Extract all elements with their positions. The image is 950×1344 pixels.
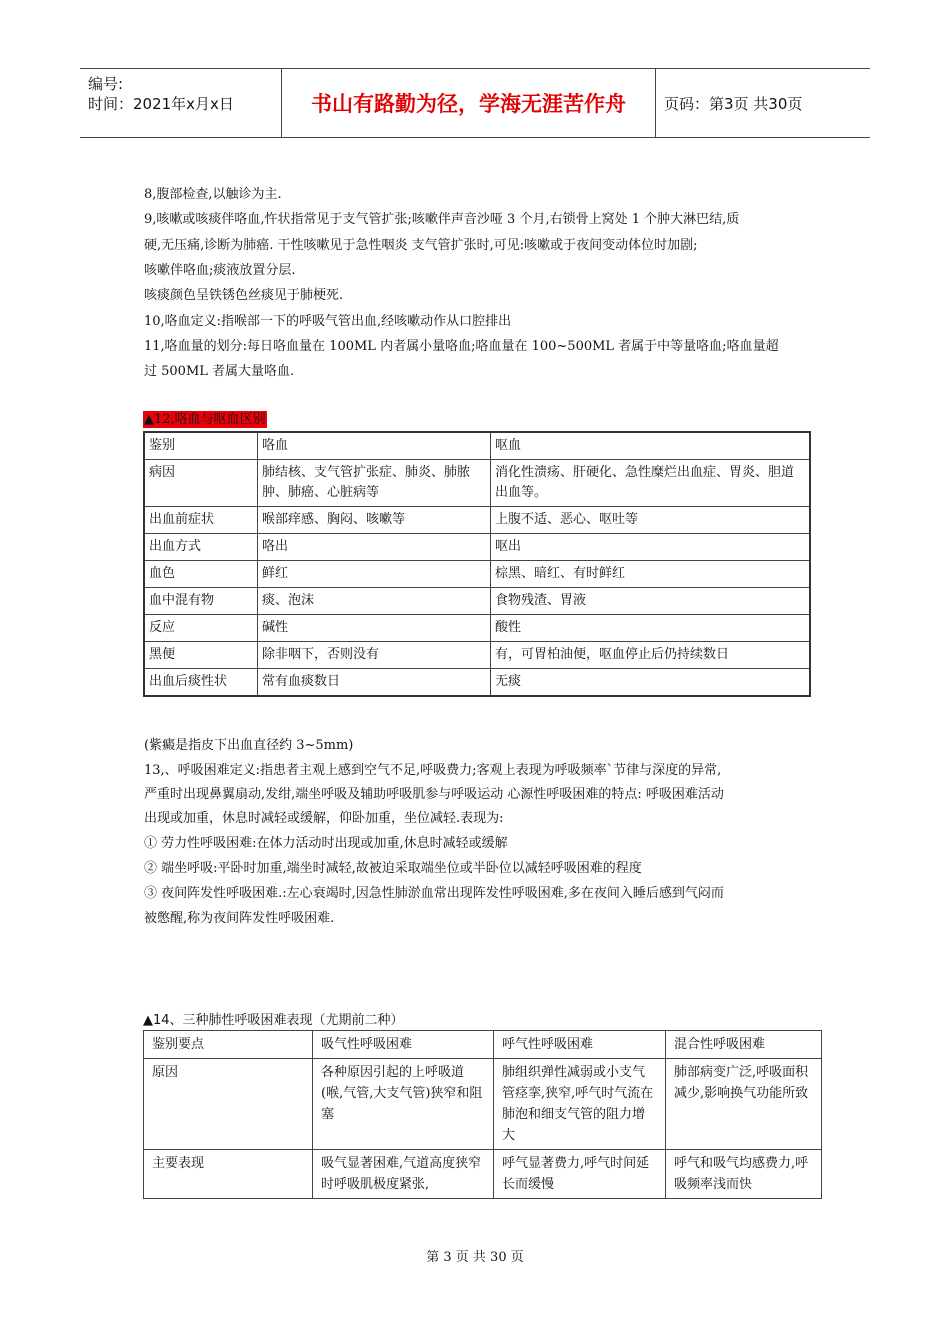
table-cell: 原因 [144,1059,313,1150]
table-row [144,460,810,507]
table-row [144,1150,822,1199]
table-row [144,1059,822,1150]
page-header [80,68,870,138]
text-line: 9,咳嗽或咳痰伴咯血,忤状指常见于支气管扩张;咳嗽伴声音沙哑 3 个月,右锁骨上窝处 1 个肿大淋巴结,质 [144,212,740,227]
table-cell: 咯出 [258,534,491,561]
table-cell: 出血前症状 [144,507,258,534]
text-line: 咳痰颜色呈铁锈色丝痰见于肺梗死. [144,288,344,303]
text-line: 13,、呼吸困难定义:指患者主观上感到空气不足,呼吸费力;客观上表现为呼吸频率`节律与深度的异常, [144,763,722,778]
table-cell: 肺结核、支气管扩张症、肺炎、肺脓肿、肺癌、心脏病等 [258,460,491,507]
table-cell: 吸气性呼吸困难 [313,1031,494,1059]
table-cell: 消化性溃疡、肝硬化、急性糜烂出血症、胃炎、胆道出血等。 [491,460,811,507]
table-cell: 碱性 [258,615,491,642]
time-label: 时间：2021年x月x日 [88,95,234,113]
table-row [144,561,810,588]
table-row [144,642,810,669]
table2-title: ▲14、三种肺性呼吸困难表现（尤期前二种） [143,1013,404,1028]
text-line: 咳嗽伴咯血;痰液放置分层. [144,263,296,278]
table-cell: 上腹不适、恶心、呕吐等 [491,507,811,534]
text-line: 出现或加重，休息时减轻或缓解，仰卧加重，坐位减轻.表现为: [144,811,504,826]
table-cell: 出血方式 [144,534,258,561]
text-line: 8,腹部检查,以触诊为主. [144,187,282,202]
table-cell: 肺部病变广泛,呼吸面积减少,影响换气功能所致 [666,1059,822,1150]
header-motto: 书山有路勤为径，学海无涯苦作舟 [282,69,656,137]
table-cell: 血中混有物 [144,588,258,615]
table-cell: 主要表现 [144,1150,313,1199]
table-row [144,1031,822,1059]
table-cell: 鉴别 [144,432,258,460]
table-cell: 除非咽下，否则没有 [258,642,491,669]
table-cell: 咯血 [258,432,491,460]
text-line: ③ 夜间阵发性呼吸困难.:左心衰竭时,因急性肺淤血常出现阵发性呼吸困难,多在夜间入睡后感到气闷而 [144,886,724,901]
table-cell: 呼气和吸气均感费力,呼吸频率浅而快 [666,1150,822,1199]
text-line: ① 劳力性呼吸困难:在体力活动时出现或加重,休息时减轻或缓解 [144,836,508,851]
table-cell: 无痰 [491,669,811,697]
text-line: 10,咯血定义:指喉部一下的呼吸气管出血,经咳嗽动作从口腔排出 [144,314,512,329]
table-cell: 呕出 [491,534,811,561]
text-line: 严重时出现鼻翼扇动,发绀,端坐呼吸及辅助呼吸肌参与呼吸运动 心源性呼吸困难的特点: 呼吸困难活动 [144,787,724,802]
table-cell: 反应 [144,615,258,642]
table-cell: 出血后痰性状 [144,669,258,697]
table-row [144,507,810,534]
table-cell: 酸性 [491,615,811,642]
table-cell: 黑便 [144,642,258,669]
table-cell: 有，可胃柏油便，呕血停止后仍持续数日 [491,642,811,669]
header-page-label: 页码：第3页 共30页 [664,94,803,113]
text-line: 被憋醒,称为夜间阵发性呼吸困难. [144,911,335,926]
table-cell: 痰、泡沫 [258,588,491,615]
table-cell: 血色 [144,561,258,588]
table-cell: 食物残渣、胃液 [491,588,811,615]
table-cell: 鲜红 [258,561,491,588]
table-row [144,534,810,561]
table-cell: 鉴别要点 [144,1031,313,1059]
table-cell: 呼气性呼吸困难 [494,1031,666,1059]
header-meta [80,69,282,137]
table-cell: 常有血痰数日 [258,669,491,697]
table-row [144,615,810,642]
hemoptysis-vs-hematemesis-table [143,431,811,697]
table-row [144,669,810,697]
table-cell: 混合性呼吸困难 [666,1031,822,1059]
table-row [144,432,810,460]
table-cell: 呼气显著费力,呼气时间延长而缓慢 [494,1150,666,1199]
number-label: 编号: [88,75,124,93]
text-line: 过 500ML 者属大量咯血. [144,364,295,379]
table-cell: 肺组织弹性减弱或小支气管痉挛,狭窄,呼气时气流在肺泡和细支气管的阻力增大 [494,1059,666,1150]
text-line: ② 端坐呼吸:平卧时加重,端坐时减轻,故被迫采取端坐位或半卧位以减轻呼吸困难的程度 [144,861,642,876]
text-line: 硬,无压痛,诊断为肺癌. 干性咳嗽见于急性咽炎 支气管扩张时,可见:咳嗽或于夜间变动体位时加剧; [144,238,698,253]
table-cell: 吸气显著困难,气道高度狭窄时呼吸肌极度紧张, [313,1150,494,1199]
table-cell: 棕黑、暗红、有时鲜红 [491,561,811,588]
table-cell: 喉部痒感、胸闷、咳嗽等 [258,507,491,534]
table-cell: 病因 [144,460,258,507]
table-cell: 各种原因引起的上呼吸道(喉,气管,大支气管)狭窄和阻塞 [313,1059,494,1150]
text-line: 11,咯血量的划分:每日咯血量在 100ML 内者属小量咯血;咯血量在 100~500ML 者属于中等量咯血;咯血量超 [144,339,779,354]
table-row [144,588,810,615]
table-cell: 呕血 [491,432,811,460]
page-footer: 第 3 页 共 30 页 [426,1250,524,1265]
text-line: (紫癜是指皮下出血直径约 3~5mm) [144,738,354,753]
table1-title: ▲12,咯血与呕血区别 [144,412,266,427]
dyspnea-types-table [143,1030,822,1199]
